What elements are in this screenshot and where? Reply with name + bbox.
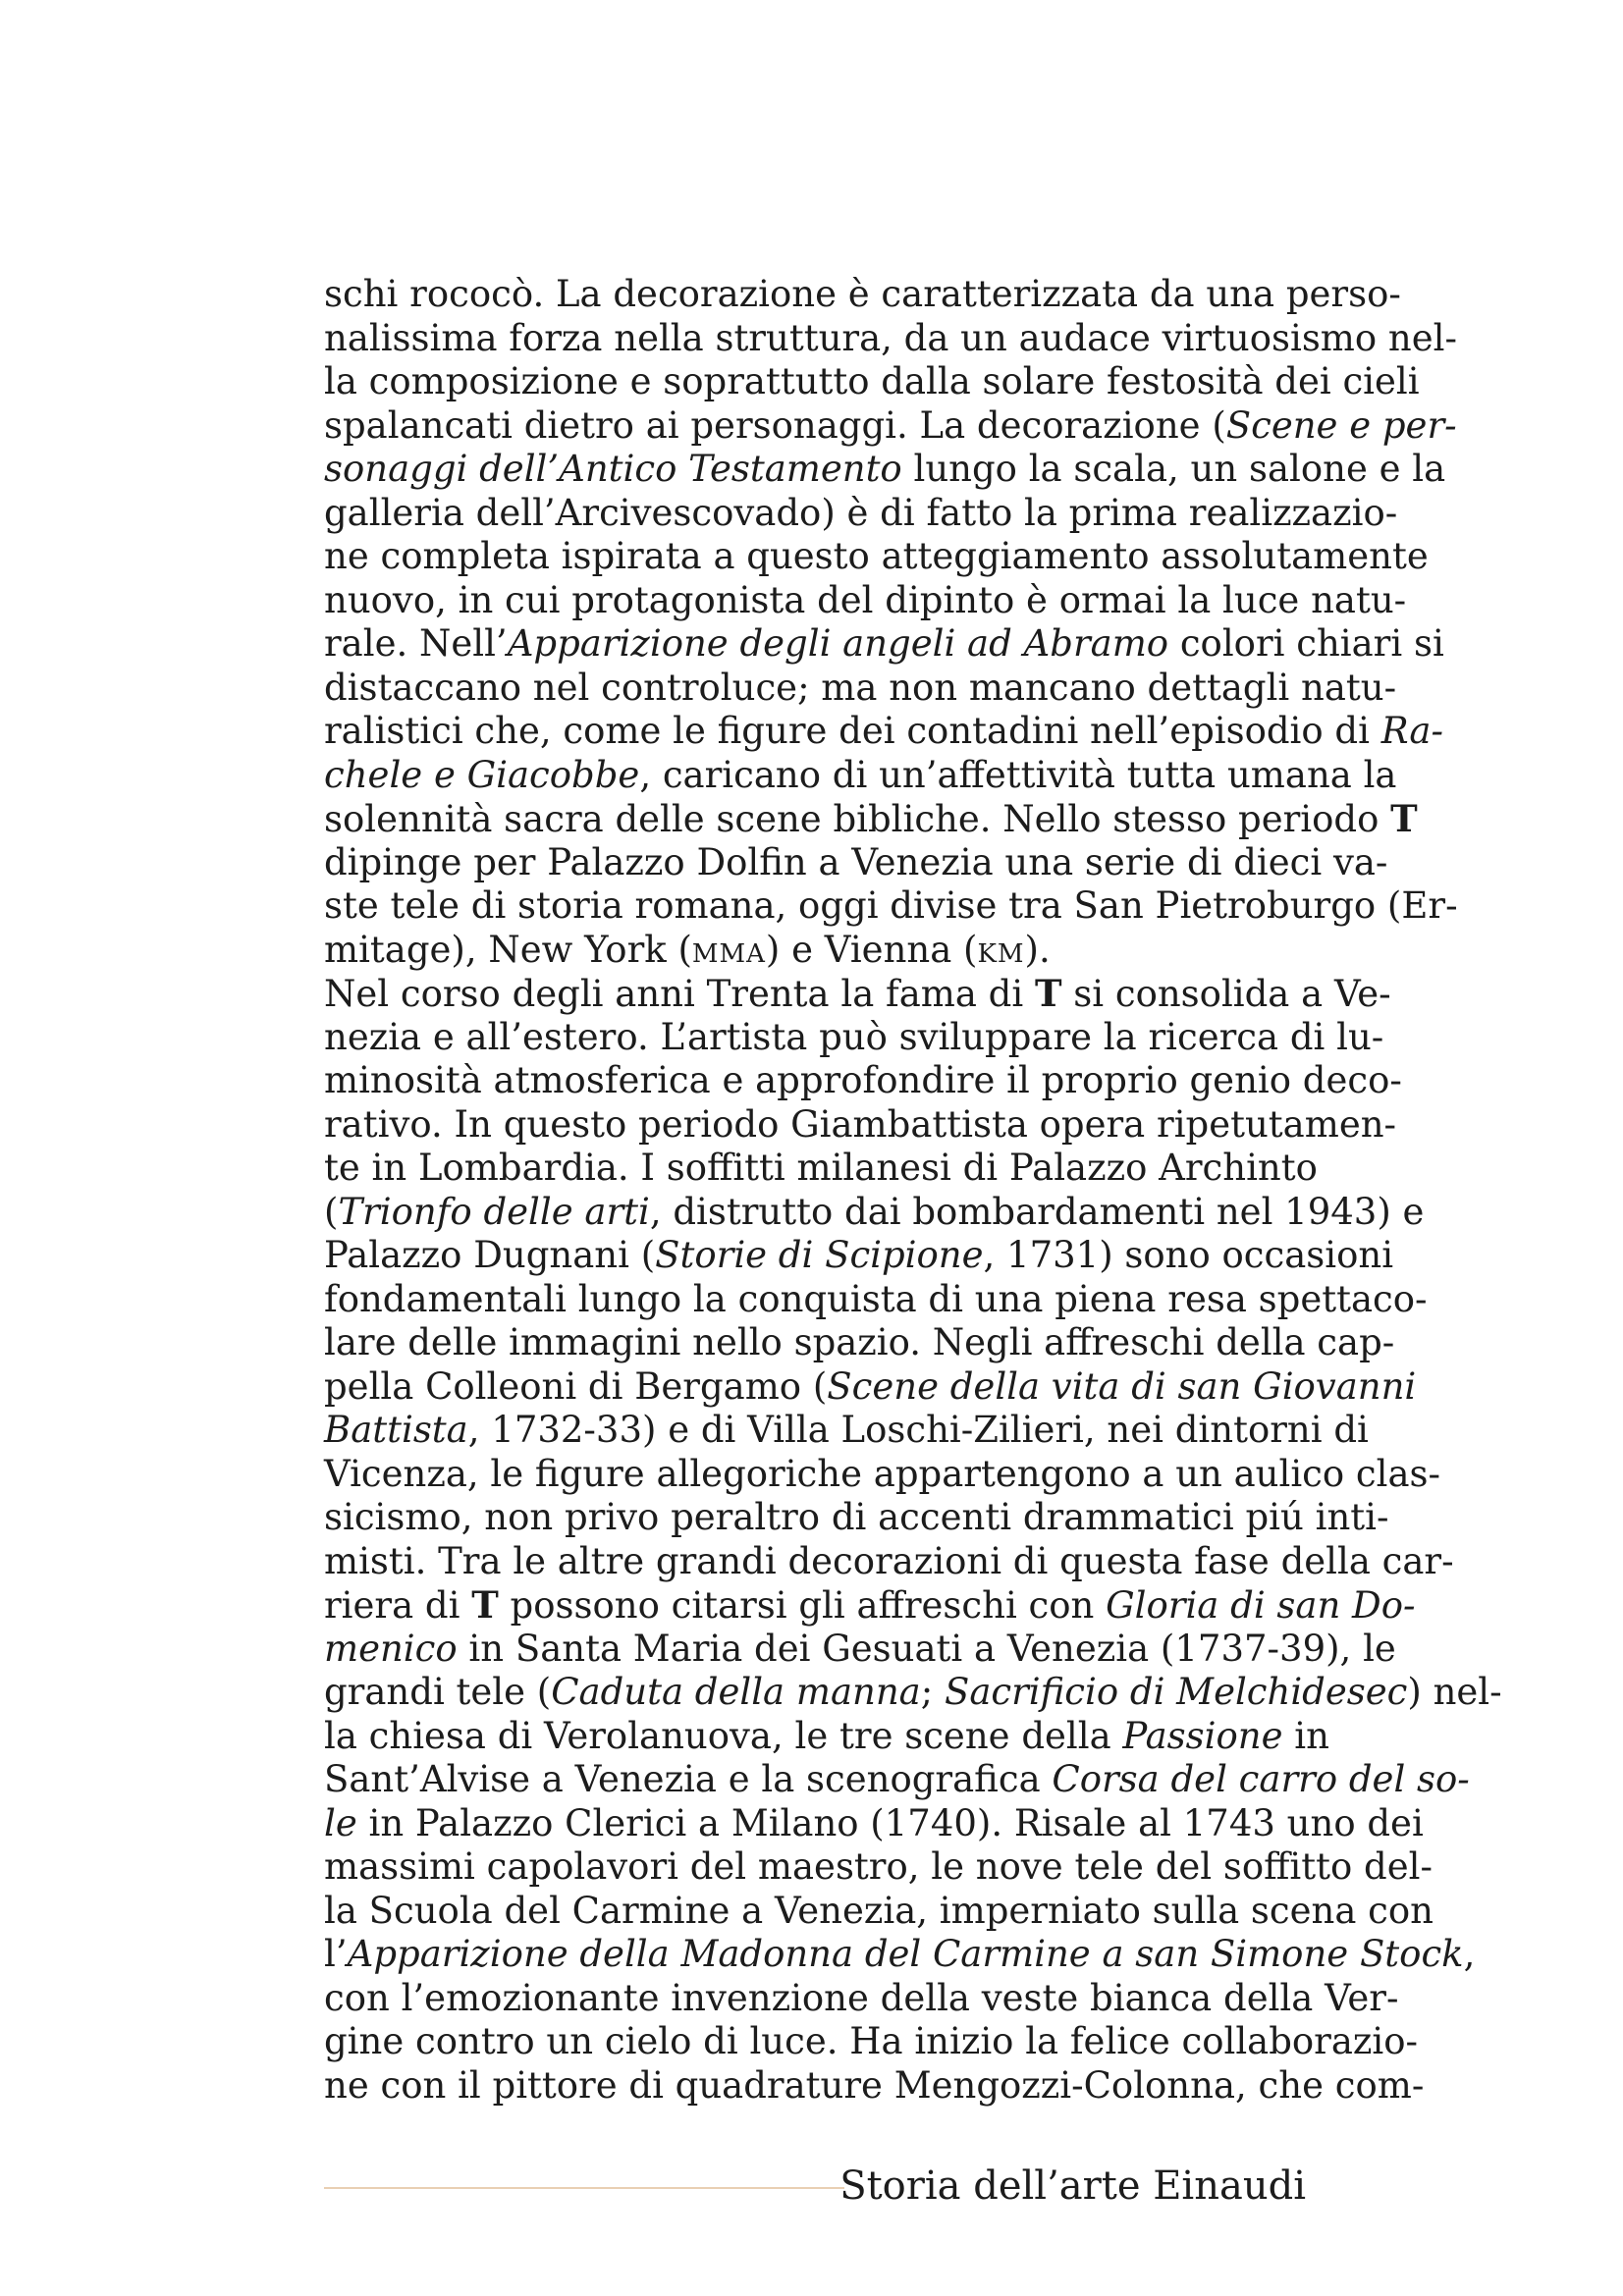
text-run: si consolida a Ve-	[1061, 973, 1391, 1015]
text-run: colori chiari si	[1168, 622, 1444, 665]
italic-title: Scene della vita di san Giovanni	[827, 1364, 1417, 1408]
text-run: in	[1282, 1714, 1329, 1757]
text-run: ) e Vienna (	[765, 928, 978, 971]
text-run: ,	[1463, 1933, 1476, 1975]
italic-title: Scene e per-	[1225, 403, 1457, 447]
italic-title: Passione	[1122, 1714, 1283, 1757]
text-line	[324, 1190, 1425, 1235]
text-run: Palazzo Dugnani (	[324, 1234, 656, 1276]
text-run: massimi capolavori del maestro, le nove tele del soffitto del-	[324, 1845, 1433, 1888]
text-run: Sant’Alvise a Venezia e la scenografica	[324, 1758, 1053, 1800]
text-run: pella Colleoni di Bergamo (	[324, 1364, 828, 1408]
text-run: galleria dell’Arcivescovado) è di fatto la prima realizzazio-	[324, 491, 1398, 534]
italic-title: Caduta della manna	[551, 1671, 921, 1713]
text-line	[324, 1234, 1394, 1278]
text-line	[324, 535, 1429, 579]
text-line	[324, 1845, 1433, 1890]
text-line	[324, 1277, 1428, 1322]
text-line	[324, 1758, 1470, 1802]
text-run: fondamentali lungo la conquista di una piena resa spettaco-	[324, 1277, 1428, 1320]
italic-title: sonaggi dell’Antico Testamento	[324, 448, 902, 490]
body-text	[324, 273, 1502, 2108]
text-run: ) nel-	[1407, 1671, 1502, 1713]
text-line	[324, 884, 1458, 929]
text-line	[324, 1889, 1434, 1934]
text-run: nuovo, in cui protagonista del dipinto è ormai la luce natu-	[324, 578, 1407, 621]
text-line	[324, 1801, 1424, 1846]
museum-abbreviation: mma	[691, 928, 766, 971]
text-run: , distrutto dai bombardamenti nel 1943) e	[649, 1190, 1425, 1233]
text-run: distaccano nel controluce; ma non mancano dettagli natu-	[324, 666, 1397, 709]
text-run: ste tele di storia romana, oggi divise tra San Pietroburgo (Er-	[324, 884, 1458, 927]
text-run: gine contro un cielo di luce. Ha inizio la felice collaborazio-	[324, 2020, 1419, 2062]
italic-title: Gloria di san Do-	[1106, 1584, 1416, 1627]
text-run: con l’emozionante invenzione della veste bianca della Ver-	[324, 1976, 1399, 2019]
text-line	[324, 491, 1398, 536]
text-line	[324, 1364, 1417, 1410]
text-line	[324, 840, 1388, 885]
text-line	[324, 1409, 1369, 1453]
text-line	[324, 448, 1446, 492]
text-line	[324, 1627, 1396, 1672]
text-run: la composizione e soprattutto dalla solare festosità dei cieli	[324, 360, 1420, 402]
text-line	[324, 360, 1420, 404]
italic-title: Corsa del carro del so-	[1052, 1758, 1470, 1800]
footer-rule	[324, 2187, 844, 2189]
text-run: schi rococò. La decorazione è caratterizzata da una perso-	[324, 273, 1401, 315]
artist-abbreviation: T	[471, 1583, 499, 1627]
text-line	[324, 710, 1443, 754]
italic-title: Storie di Scipione	[655, 1234, 984, 1276]
text-line	[324, 753, 1397, 798]
text-run: (	[324, 1190, 339, 1233]
text-run: lungo la scala, un salone e la	[901, 448, 1446, 490]
text-line	[324, 403, 1457, 449]
footer-title: Storia dell’arte Einaudi	[839, 2163, 1306, 2209]
text-run: ).	[1024, 928, 1051, 971]
text-run: possono citarsi gli affreschi con	[498, 1584, 1107, 1627]
italic-title: Sacrificio di Melchidesec	[944, 1671, 1408, 1713]
italic-title: Ra-	[1380, 710, 1443, 752]
artist-abbreviation: T	[1390, 797, 1418, 840]
text-line	[324, 1102, 1397, 1148]
text-run: te in Lombardia. I soffitti milanesi di Palazzo Archinto	[324, 1147, 1318, 1189]
text-line	[324, 1015, 1384, 1060]
text-run: lare delle immagini nello spazio. Negli affreschi della cap-	[324, 1321, 1395, 1363]
text-line	[324, 2063, 1425, 2109]
italic-title: Trionfo delle arti	[338, 1190, 650, 1233]
text-run: nalissima forza nella struttura, da un audace virtuosismo nel-	[324, 316, 1457, 359]
text-line	[324, 578, 1407, 623]
text-run: ne con il pittore di quadrature Mengozzi-Colonna, che com-	[324, 2063, 1425, 2107]
text-run: la Scuola del Carmine a Venezia, imperniato sulla scena con	[324, 1889, 1434, 1932]
text-line	[324, 622, 1444, 667]
text-line	[324, 1452, 1441, 1497]
italic-title: Apparizione degli angeli ad Abramo	[507, 622, 1169, 665]
text-line	[324, 1321, 1395, 1365]
text-run: solennità sacra delle scene bibliche. Nello stesso periodo	[324, 798, 1391, 840]
italic-title: chele e Giacobbe	[324, 753, 640, 796]
italic-title: le	[324, 1801, 357, 1844]
text-line	[324, 316, 1457, 361]
text-run: mitage), New York (	[324, 928, 692, 971]
text-run: in Palazzo Clerici a Milano (1740). Risale al 1743 uno dei	[356, 1801, 1424, 1844]
text-line	[324, 1496, 1389, 1540]
text-run: , 1731) sono occasioni	[983, 1234, 1394, 1276]
text-run: grandi tele (	[324, 1671, 552, 1713]
text-run: in Santa Maria dei Gesuati a Venezia (1737-39), le	[457, 1627, 1396, 1670]
museum-abbreviation: km	[977, 928, 1025, 971]
text-run: riera di	[324, 1584, 472, 1627]
text-run: la chiesa di Verolanuova, le tre scene della	[324, 1714, 1123, 1757]
artist-abbreviation: T	[1034, 972, 1062, 1015]
text-run: rativo. In questo periodo Giambattista opera ripetutamen-	[324, 1102, 1397, 1146]
text-run: , caricano di un’affettività tutta umana la	[639, 753, 1397, 796]
text-line	[324, 1539, 1454, 1584]
text-line	[324, 666, 1397, 711]
text-run: minosità atmosferica e approfondire il proprio genio deco-	[324, 1059, 1402, 1101]
text-run: ne completa ispirata a questo atteggiamento assolutamente	[324, 535, 1429, 577]
text-run: ;	[920, 1671, 945, 1713]
text-run: Nel corso degli anni Trenta la fama di	[324, 973, 1035, 1015]
italic-title: menico	[324, 1627, 458, 1670]
text-run: nezia e all’estero. L’artista può sviluppare la ricerca di lu-	[324, 1015, 1384, 1058]
text-line	[324, 1933, 1476, 1977]
text-line	[324, 2020, 1419, 2064]
text-run: l’	[324, 1933, 348, 1975]
text-line	[324, 929, 1306, 973]
text-run: , 1732-33) e di Villa Loschi-Zilieri, nei dintorni di	[467, 1409, 1369, 1451]
text-run: dipinge per Palazzo Dolfin a Venezia una serie di dieci va-	[324, 840, 1388, 883]
text-line	[324, 1714, 1329, 1759]
text-run: misti. Tra le altre grandi decorazioni di questa fase della car-	[324, 1539, 1454, 1582]
text-run: ralistici che, come le figure dei contadini nell’episodio di	[324, 710, 1381, 752]
text-run: rale. Nell’	[324, 622, 508, 665]
text-run: sicismo, non privo peraltro di accenti drammatici piú inti-	[324, 1496, 1389, 1538]
text-line	[324, 1671, 1502, 1715]
text-line	[324, 1059, 1402, 1103]
text-run: spalancati dietro ai personaggi. La decorazione (	[324, 403, 1226, 447]
text-line	[324, 273, 1401, 317]
text-line	[324, 1147, 1318, 1191]
text-run: Vicenza, le figure allegoriche appartengono a un aulico clas-	[324, 1452, 1441, 1495]
text-line	[324, 797, 1418, 841]
text-line	[324, 1583, 1416, 1628]
italic-title: Apparizione della Madonna del Carmine a san Simone Stock	[347, 1933, 1464, 1975]
text-line	[324, 1976, 1399, 2021]
italic-title: Battista	[324, 1409, 468, 1451]
text-line	[324, 972, 1391, 1016]
